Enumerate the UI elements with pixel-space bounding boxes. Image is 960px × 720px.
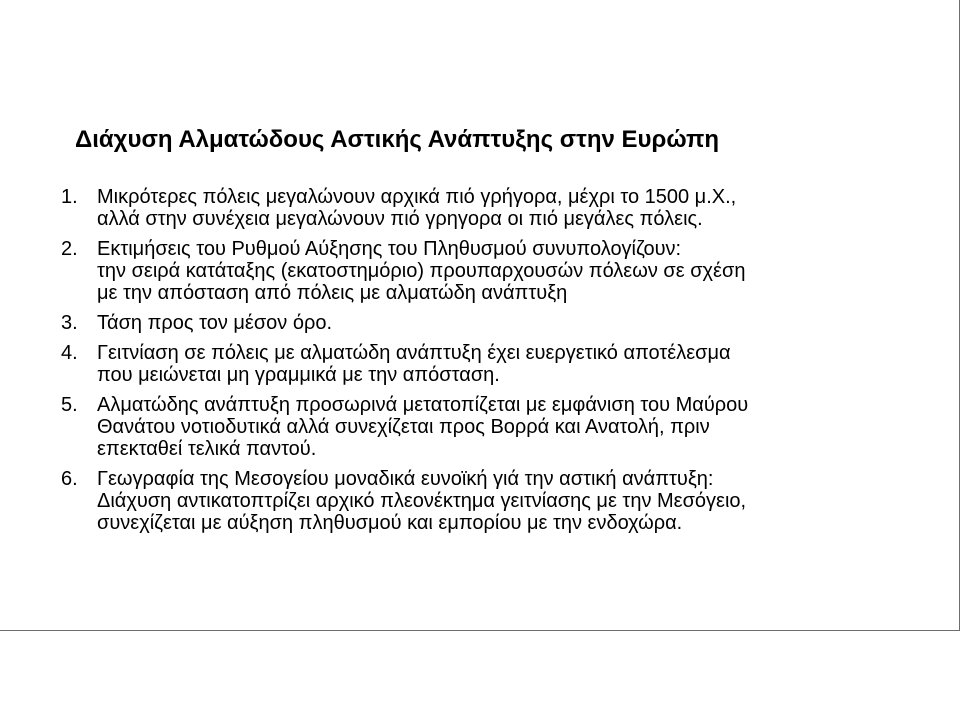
- item-line: Αλματώδης ανάπτυξη προσωρινά μετατοπίζεται με εμφάνιση του Μαύρου: [97, 394, 749, 416]
- list-item: [0, 186, 748, 230]
- slide-title: Διάχυση Αλματώδους Αστικής Ανάπτυξης στην Ευρώπη: [75, 126, 719, 153]
- item-line: την σειρά κατάταξης (εκατοστημόριο) προυπαρχουσών πόλεων σε σχέση: [97, 260, 746, 282]
- item-line: με την απόσταση από πόλεις με αλματώδη ανάπτυξη: [97, 282, 568, 304]
- item-number: 6.: [61, 468, 78, 490]
- list-item: [0, 238, 748, 304]
- item-number: 5.: [61, 394, 78, 416]
- item-text: [97, 186, 748, 230]
- item-line: Εκτιμήσεις του Ρυθμού Αύξησης του Πληθυσμού συνυπολογίζουν:: [97, 238, 682, 260]
- list-item: [0, 342, 748, 386]
- item-number: 3.: [61, 312, 78, 334]
- list-item: [0, 312, 748, 334]
- item-line: αλλά στην συνέχεια μεγαλώνουν πιό γρηγορα οι πιό μεγάλες πόλεις.: [97, 208, 703, 230]
- item-text: [97, 238, 748, 304]
- item-line: συνεχίζεται με αύξηση πληθυσμού και εμπορίου με την ενδοχώρα.: [97, 512, 683, 534]
- list-item: [0, 468, 748, 534]
- item-text: [97, 394, 748, 460]
- item-line: Τάση προς τον μέσον όρο.: [97, 312, 333, 334]
- item-text: [97, 312, 748, 334]
- item-number: 2.: [61, 238, 78, 260]
- item-line: που μειώνεται μη γραμμικά με την απόσταση.: [97, 364, 500, 386]
- item-line: Μικρότερες πόλεις μεγαλώνουν αρχικά πιό γρήγορα, μέχρι το 1500 μ.Χ.,: [97, 186, 737, 208]
- item-line: επεκταθεί τελικά παντού.: [97, 438, 317, 460]
- list-item: [0, 394, 748, 460]
- item-line: Διάχυση αντικατοπτρίζει αρχικό πλεονέκτημα γειτνίασης με την Μεσόγειο,: [97, 490, 747, 512]
- item-text: [97, 468, 748, 534]
- item-text: [97, 342, 748, 386]
- item-number: 4.: [61, 342, 78, 364]
- item-line: Γεωγραφία της Μεσογείου μοναδικά ευνοϊκή γιά την αστική ανάπτυξη:: [97, 468, 714, 490]
- numbered-list: [0, 186, 748, 542]
- item-line: Γειτνίαση σε πόλεις με αλματώδη ανάπτυξη έχει ευεργετικό αποτέλεσμα: [97, 342, 731, 364]
- item-line: Θανάτου νοτιοδυτικά αλλά συνεχίζεται προς Βορρά και Ανατολή, πριν: [97, 416, 710, 438]
- item-number: 1.: [61, 186, 78, 208]
